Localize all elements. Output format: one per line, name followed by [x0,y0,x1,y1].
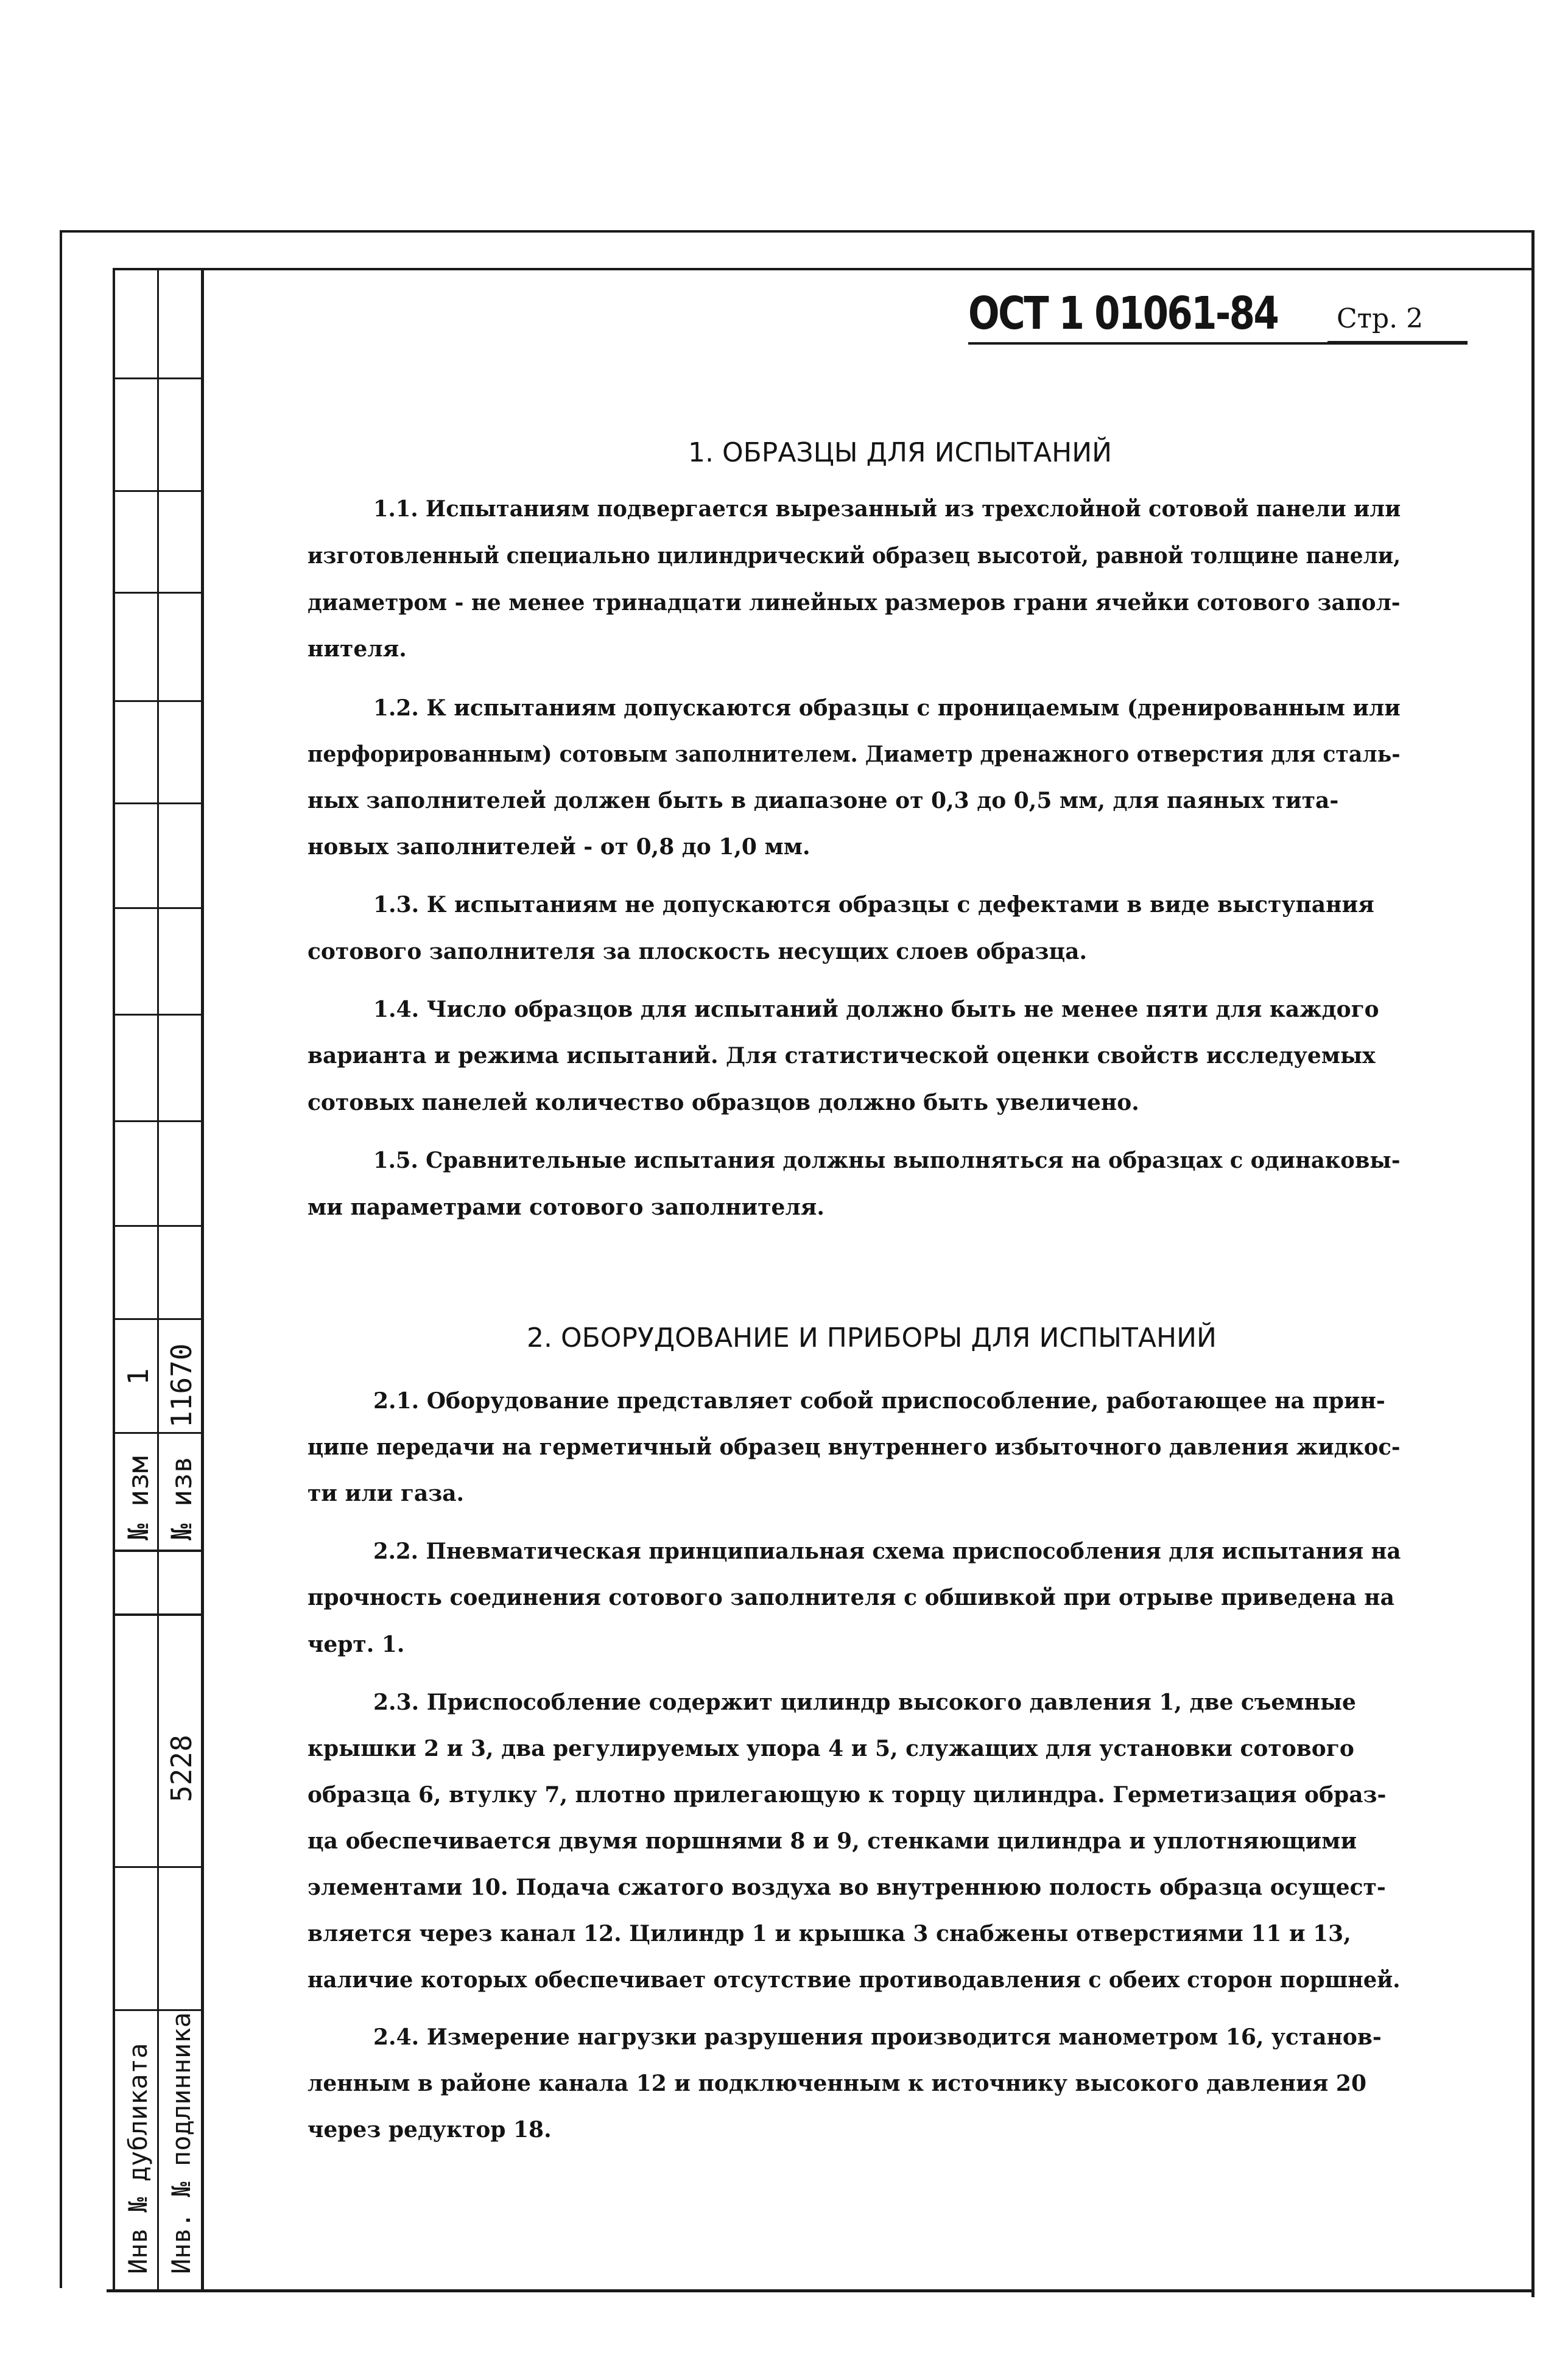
change-number-label: № изм [122,1456,155,1540]
text-line: 1.5. Сравнительные испытания должны выполняться на образцах с одинаковы- [373,1148,1401,1173]
text-line: диаметром - не менее тринадцати линейных размеров грани ячейки сотового запол- [308,590,1401,616]
duplicate-inventory-label: Инв № дубликата [123,2043,153,2274]
page-number-underline [1327,341,1468,343]
notice-number-label: № изв [165,1456,198,1540]
text-line: ных заполнителей должен быть в диапазоне от 0,3 до 0,5 мм, для паяных тита- [308,788,1339,813]
text-line: 1.2. К испытаниям допускаются образцы с проницаемым (дренированным или [373,695,1401,721]
text-line: перфорированным) сотовым заполнителем. Диаметр дренажного отверстия для сталь- [308,742,1401,767]
text-line: ми параметрами сотового заполнителя. [308,1195,824,1220]
text-line: сотового заполнителя за плоскость несущих слоев образца. [308,939,1087,964]
text-line: вляется через канал 12. Цилиндр 1 и крышка 3 снабжены отверстиями 11 и 13, [308,1921,1351,1946]
notice-number-value: 11670 [165,1343,198,1428]
text-line: нителя. [308,636,407,662]
stamp-column-right [201,268,204,2292]
outer-frame-bottom [107,2289,1535,2292]
text-line: 1.4. Число образцов для испытаний должно быть не менее пяти для каждого [373,997,1379,1022]
text-line: 1.3. К испытаниям не допускаются образцы с дефектами в виде выступания [373,892,1374,918]
text-line: ца обеспечивается двумя поршнями 8 и 9, стенками цилиндра и уплотняющими [308,1828,1357,1854]
text-line: изготовленный специально цилиндрический образец высотой, равной толщине панели, [308,543,1401,569]
text-line: прочность соединения сотового заполнителя с обшивкой при отрыве приведена на [308,1585,1394,1610]
text-line: элементами 10. Подача сжатого воздуха во внутреннюю полость образца осущест- [308,1875,1386,1900]
text-line: 1.1. Испытаниям подвергается вырезанный из трехслойной сотовой панели или [373,496,1401,522]
change-number-value: 1 [122,1368,155,1385]
text-line: новых заполнителей - от 0,8 до 1,0 мм. [308,834,810,860]
original-inventory-label: Инв. № подлинника [166,2012,196,2274]
text-line: сотовых панелей количество образцов должно быть увеличено. [308,1090,1139,1115]
text-line: наличие которых обеспечивает отсутствие противодавления с обеих сторон поршней. [308,1967,1401,1993]
text-line: 2.1. Оборудование представляет собой приспособление, работающее на прин- [373,1388,1385,1414]
outer-frame-right [1531,230,1535,2297]
outer-frame-left [60,230,62,2288]
original-inventory-value: 5228 [165,1735,198,1802]
text-line: крышки 2 и 3, два регулируемых упора 4 и 5, служащих для установки сотового [308,1736,1354,1761]
text-line: ти или газа. [308,1481,465,1506]
text-line: образца 6, втулку 7, плотно прилегающую к торцу цилиндра. Герметизация образ- [308,1782,1387,1808]
stamp-column-left [113,268,115,2292]
text-line: варианта и режима испытаний. Для статистической оценки свойств исследуемых [308,1043,1376,1069]
page-number: Стр. 2 [1337,303,1424,334]
section-1-heading: 1. ОБРАЗЦЫ ДЛЯ ИСПЫТАНИЙ [688,437,1113,468]
text-line: через редуктор 18. [308,2117,552,2143]
text-line: 2.3. Приспособление содержит цилиндр высокого давления 1, две съемные [373,1690,1356,1715]
outer-frame-top [61,230,1535,233]
standard-number: ОСТ 1 01061-84 [968,287,1278,340]
stamp-frame-top [113,268,1531,270]
text-line: ленным в районе канала 12 и подключенным к источнику высокого давления 20 [308,2071,1367,2096]
section-2-heading: 2. ОБОРУДОВАНИЕ И ПРИБОРЫ ДЛЯ ИСПЫТАНИЙ [527,1322,1217,1353]
text-line: ципе передачи на герметичный образец внутреннего избыточного давления жидкос- [308,1434,1401,1460]
stamp-column-divider [157,268,159,2292]
text-line: черт. 1. [308,1632,405,1657]
text-line: 2.2. Пневматическая принципиальная схема приспособления для испытания на [373,1539,1401,1564]
text-line: 2.4. Измерение нагрузки разрушения производится манометром 16, установ- [373,2024,1382,2050]
